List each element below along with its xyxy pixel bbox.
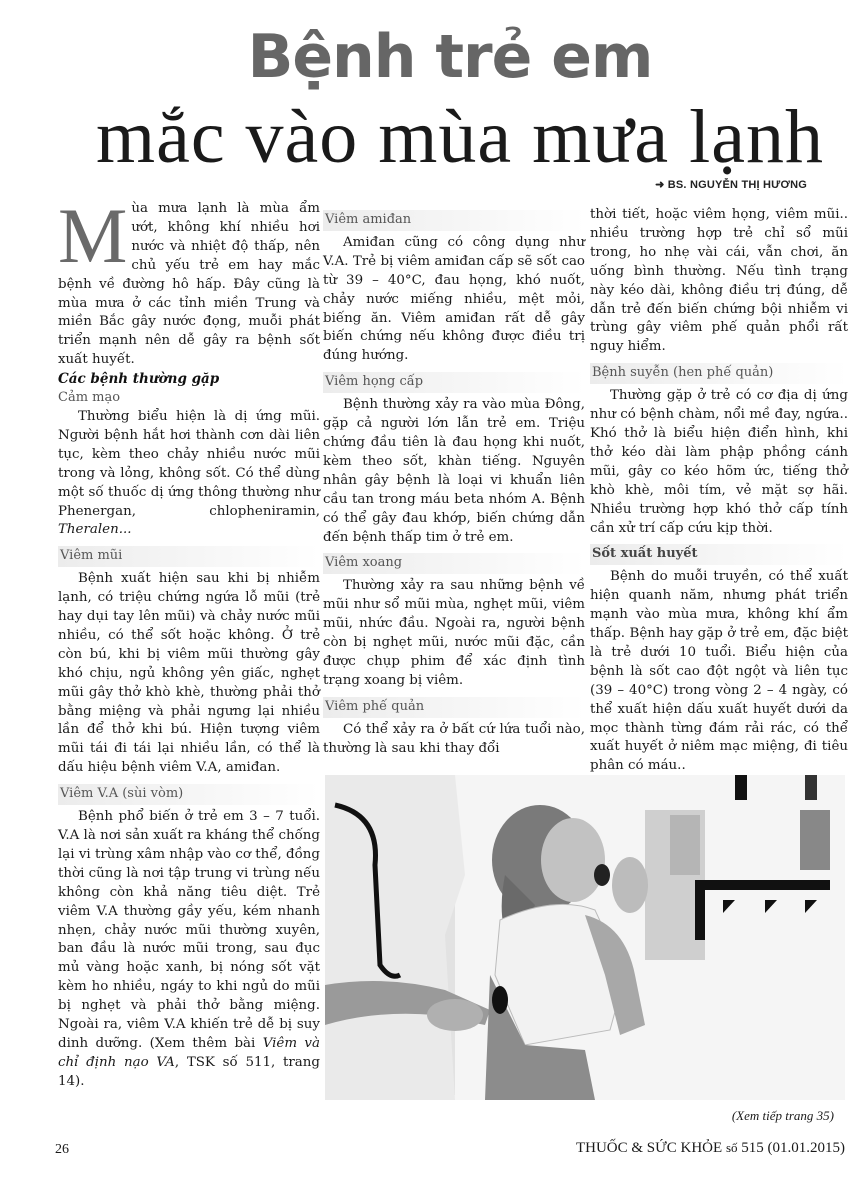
child-coughing-illustration [325, 775, 845, 1100]
heading-benh-suyen: Bệnh suyễn (hen phế quản) [590, 363, 848, 384]
body-viem-xoang: Thường xảy ra sau những bệnh về mũi như sổ mũi mùa, nghẹt mũi, viêm mũi, nhức đầu. Ngoài ra, người bệnh còn bị nghẹt mũi, nước mũi đặc, cần được chụp phim để xác định tình trạng xoang bị viêm. [323, 578, 585, 688]
body-viem-hong-cap: Bệnh thường xảy ra vào mùa Đông, gặp cả người lớn lẫn trẻ em. Triệu chứng đầu tiên là đau họng khi nuốt, kèm theo sốt, khàn tiếng. Nguyên nhân gây bệnh là loại vi khuẩn liên cầu tan trong máu beta nhóm A. Bệnh có thể gây đau khớp, biến chứng dẫn đến bệnh thấp tim ở trẻ em. [323, 397, 585, 545]
body-cam-mao: Thường biểu hiện là dị ứng mũi. Người bệnh hắt hơi thành cơn dài liên tục, kèm theo chảy nhiều nước mũi trong và lỏng, không sốt. Có thể dùng một số thuốc dị ứng thông thường như Phenergan, chlopheniramin, Theralen... [58, 408, 320, 538]
heading-viem-amidan: Viêm amiđan [323, 210, 585, 231]
column-1 [58, 192, 320, 1092]
drop-cap: M [58, 192, 128, 279]
author-name: BS. NGUYỄN THỊ HƯƠNG [667, 179, 807, 191]
heading-viem-xoang: Viêm xoang [323, 553, 585, 574]
heading-viem-phe-quan: Viêm phế quản [323, 697, 585, 718]
heading-cam-mao: Cảm mạo [58, 390, 121, 406]
arrow-icon: ➜ [655, 179, 665, 191]
page-number: 26 [55, 1142, 69, 1157]
article-title-line1: Bệnh trẻ em [247, 22, 653, 92]
author-byline [655, 178, 807, 191]
body-benh-suyen: Thường gặp ở trẻ có cơ địa dị ứng như có bệnh chàm, nổi mề đay, ngứa.. Khó thở là biểu hiện điển hình, khi thở kéo dài làm phập phồng cánh mũi, gây co kéo hõm ức, tiếng thở khò khè, môi tím, vẻ mặt sợ hãi. Nhiều trường hợp khó thở cấp tính cần xử trí cấp cứu kịp thời. [590, 388, 848, 536]
body-sot-xuat-huyet: Bệnh do muỗi truyền, có thể xuất hiện quanh năm, nhưng phát triển mạnh vào mùa mưa, không khí ẩm thấp. Bệnh hay gặp ở trẻ em, đặc biệt là trẻ dưới 10 tuổi. Biểu hiện của bệnh là sốt cao đột ngột và liên tục (39 – 40°C) trong vòng 2 – 4 ngày, có thể xuất hiện dấu xuất huyết dưới da mọc thành từng đám rải rác, có thể xuất huyết ở niêm mạc miệng, đi tiêu phân có máu.. [590, 569, 848, 774]
article-header [0, 0, 867, 200]
heading-viem-mui: Viêm mũi [58, 546, 320, 567]
magazine-footer [576, 1140, 845, 1157]
article-photo [325, 775, 845, 1100]
issue-prefix: số [725, 1140, 738, 1155]
body-viem-va: Bệnh phổ biến ở trẻ em 3 – 7 tuổi. V.A là nơi sản xuất ra kháng thể chống lại vi trùng xâm nhập vào cơ thể, đồng thời cũng là nơi tập trung vi trùng nếu không còn khả năng tiêu diệt. Trẻ viêm V.A thường gầy yếu, kém nhanh nhẹn, chảy nước mũi thường xuyên, ban đầu là nước mũi trong, sau đục mủ vàng hoặc xanh, bị nóng sốt vặt kèm ho nhiều, ngáy to khi ngủ do mũi bị nghẹt và phải thở bằng miệng. Ngoài ra, viêm V.A khiến trẻ dễ bị suy dinh dưỡng. (Xem thêm bài Viêm và chỉ định nạo VA, TSK số 511, trang 14). [58, 809, 320, 1089]
continued-note: (Xem tiếp trang 35) [731, 1108, 834, 1123]
body-viem-amidan: Amiđan cũng có công dụng như V.A. Trẻ bị viêm amiđan cấp sẽ sốt cao từ 39 – 40°C, đau họng, khó nuốt, chảy nước miếng nhiều, mệt mỏi, biếng ăn. Viêm amiđan rất dễ gây biến chứng nếu không được điều trị đúng hướng. [323, 234, 585, 364]
section-title: Các bệnh thường gặp [58, 371, 220, 388]
body-viem-phe-quan: Có thể xảy ra ở bất cứ lứa tuổi nào, thường là sau khi thay đổi [323, 721, 585, 756]
body-viem-mui: Bệnh xuất hiện sau khi bị nhiễm lạnh, có triệu chứng ngứa lỗ mũi (trẻ hay dụi tay lên mũi) và chảy nước mũi nhiều, có thể sốt hoặc không. Ở trẻ còn bú, khi bị viêm mũi thường gây khó chịu, ngủ không yên giấc, nghẹt mũi gây thở khò khè, thường phải thở bằng miệng và phải ngưng lại nhiều lần để thở khi bú. Hiện tượng viêm mũi tái đi tái lại nhiều lần, có thể là dấu hiệu bệnh viêm V.A, amiđan. [58, 571, 320, 776]
issue-number: 515 (01.01.2015) [741, 1140, 845, 1156]
heading-viem-hong-cap: Viêm họng cấp [323, 372, 585, 393]
column-3 [590, 206, 848, 776]
heading-sot-xuat-huyet: Sốt xuất huyết [590, 544, 848, 565]
column-2 [323, 200, 585, 758]
article-title-line2: mắc vào mùa mưa lạnh [95, 95, 825, 179]
heading-viem-va: Viêm V.A (sùi vòm) [58, 784, 320, 805]
intro-paragraph: Mùa mưa lạnh là mùa ẩm ướt, không khí nhiều hơi nước và nhiệt độ thấp, nên chủ yếu trẻ em hay mắc bệnh về đường hô hấp. Đây cũng là mùa mưa ở các tỉnh miền Trung và miền Bắc gây nước đọng, muỗi phát triển mạnh nên dễ gây ra bệnh sốt xuất huyết. [58, 192, 320, 368]
magazine-name: THUỐC & SỨC KHỎE [575, 1140, 723, 1156]
body-viem-phe-quan-cont: thời tiết, hoặc viêm họng, viêm mũi.. nhiều trường hợp trẻ chỉ sổ mũi trong, ho nhẹ vài cái, vẫn chơi, ăn uống bình thường. Nếu tình trạng này kéo dài, không điều trị đúng, dễ dẫn trẻ đến biến chứng bội nhiễm vi trùng gây viêm phế quản phổi rất nguy hiểm. [590, 207, 848, 355]
